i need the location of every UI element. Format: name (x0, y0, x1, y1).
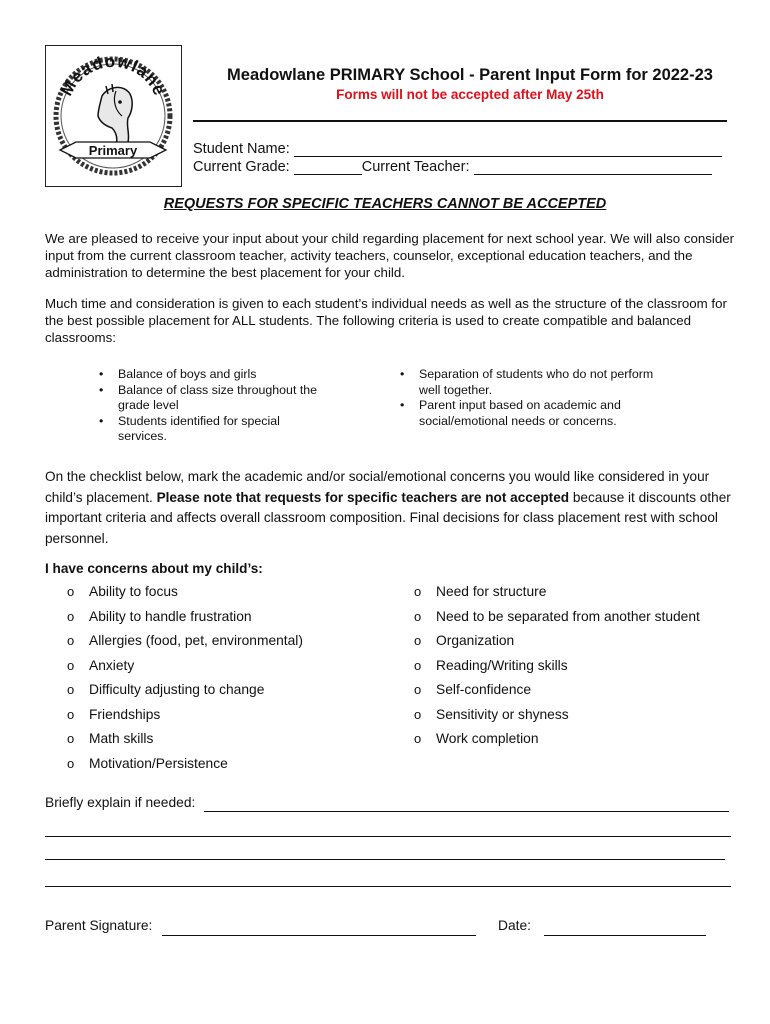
criteria-item: • Separation of students who do not perform well together. (397, 367, 677, 398)
criteria-item: • Students identified for special services. (96, 414, 331, 445)
concern-label: Ability to focus (89, 584, 178, 599)
grade-teacher-row (193, 159, 728, 175)
date-label: Date: (498, 918, 531, 933)
checkbox-circle-icon[interactable]: o (414, 584, 422, 599)
checkbox-circle-icon[interactable]: o (67, 584, 75, 599)
checkbox-circle-icon[interactable]: o (414, 633, 422, 648)
current-teacher-input[interactable] (474, 160, 712, 175)
concern-option[interactable] (67, 731, 387, 756)
checkbox-circle-icon[interactable]: o (414, 706, 422, 722)
concerns-heading: I have concerns about my child’s: (45, 561, 263, 576)
signature-line[interactable] (162, 935, 476, 936)
criteria-list-right (397, 367, 677, 429)
concern-label: Motivation/Persistence (89, 755, 228, 771)
concern-option[interactable] (67, 756, 387, 781)
student-name-label: Student Name: (193, 141, 290, 157)
logo-arc-text: Meadowlane (56, 51, 170, 99)
explain-line-2[interactable] (45, 836, 731, 837)
deadline-notice: Forms will not be accepted after May 25th (336, 87, 604, 102)
checkbox-circle-icon[interactable]: o (414, 657, 422, 673)
intro-paragraph: We are pleased to receive your input about your child regarding placement for next school year. We will also consider input from the current classroom teacher, activity teachers, counselor, exceptional education teachers, and the administration to determine the best placement for your child. (45, 231, 735, 280)
criteria-item: • Balance of class size throughout the grade level (96, 383, 331, 414)
explain-label: Briefly explain if needed: (45, 795, 196, 810)
checkbox-circle-icon[interactable]: o (67, 633, 75, 648)
concern-label: Difficulty adjusting to change (89, 682, 265, 697)
concern-option[interactable] (67, 609, 387, 634)
concern-label: Allergies (food, pet, environmental) (89, 633, 303, 648)
explain-line-4[interactable] (45, 886, 731, 887)
concern-label: Self-confidence (436, 682, 532, 697)
teacher-request-warning: Please note that requests for specific teachers are not accepted (156, 489, 570, 505)
concern-label: Organization (436, 633, 515, 648)
checklist-instructions: On the checklist below, mark the academic and/or social/emotional concerns you would like considered in your child’s placement. Please note that requests for specific teachers are not accepted because it discounts other important criteria and affects overall classroom composition. Final decisions for class placement rest with school personnel. (45, 469, 731, 546)
no-requests-heading: REQUESTS FOR SPECIFIC TEACHERS CANNOT BE ACCEPTED (163, 196, 607, 212)
concern-option[interactable] (414, 584, 744, 609)
explain-line-3[interactable] (45, 859, 725, 860)
concern-option[interactable] (67, 707, 387, 732)
checkbox-circle-icon[interactable]: o (414, 731, 422, 746)
concern-option[interactable] (414, 633, 744, 658)
concerns-list-right (414, 584, 744, 756)
concern-option[interactable] (414, 658, 744, 683)
signature-label: Parent Signature: (45, 918, 153, 933)
concern-label: Work completion (436, 731, 539, 746)
criteria-item: • Parent input based on academic and social/emotional needs or concerns. (397, 398, 677, 429)
checkbox-circle-icon[interactable]: o (414, 682, 422, 697)
header-divider (193, 120, 727, 122)
concern-option[interactable] (67, 633, 387, 658)
concern-option[interactable] (414, 682, 744, 707)
criteria-list-left (96, 367, 331, 445)
explain-line-1[interactable] (204, 811, 729, 812)
concern-label: Need for structure (436, 584, 547, 599)
concern-label: Reading/Writing skills (436, 657, 568, 673)
concern-label: Math skills (89, 731, 154, 746)
current-teacher-label: Current Teacher: (361, 159, 470, 175)
checkbox-circle-icon[interactable]: o (67, 608, 75, 624)
criteria-paragraph: Much time and consideration is given to each student’s individual needs as well as the structure of the classroom for the best possible placement for ALL students. The following criteria is used to create compatible and balanced classrooms: (45, 296, 727, 345)
concern-label: Ability to handle frustration (89, 608, 252, 624)
checkbox-circle-icon[interactable]: o (67, 657, 75, 673)
form-title: Meadowlane PRIMARY School - Parent Input Form for 2022-23 (227, 66, 713, 84)
criteria-item: • Balance of boys and girls (96, 367, 331, 383)
concern-option[interactable] (414, 731, 744, 756)
checkbox-circle-icon[interactable]: o (67, 755, 75, 771)
concern-label: Friendships (89, 706, 161, 722)
student-name-input[interactable] (294, 142, 722, 157)
concern-label: Need to be separated from another student (436, 608, 700, 624)
checkbox-circle-icon[interactable]: o (67, 706, 75, 722)
concern-label: Anxiety (89, 657, 135, 673)
concern-label: Sensitivity or shyness (436, 706, 569, 722)
checkbox-circle-icon[interactable]: o (67, 731, 75, 746)
checkbox-circle-icon[interactable]: o (414, 608, 422, 624)
concerns-list-left (67, 584, 387, 780)
concern-option[interactable] (67, 658, 387, 683)
student-name-row (193, 141, 728, 157)
logo-graphic (46, 46, 180, 185)
current-grade-label: Current Grade: (193, 159, 290, 175)
concern-option[interactable] (67, 584, 387, 609)
concern-option[interactable] (414, 707, 744, 732)
concern-option[interactable] (67, 682, 387, 707)
concern-option[interactable] (414, 609, 744, 634)
date-line[interactable] (544, 935, 706, 936)
school-logo (45, 45, 182, 187)
current-grade-input[interactable] (294, 160, 362, 175)
checkbox-circle-icon[interactable]: o (67, 682, 75, 697)
logo-banner-text: Primary (88, 143, 138, 158)
